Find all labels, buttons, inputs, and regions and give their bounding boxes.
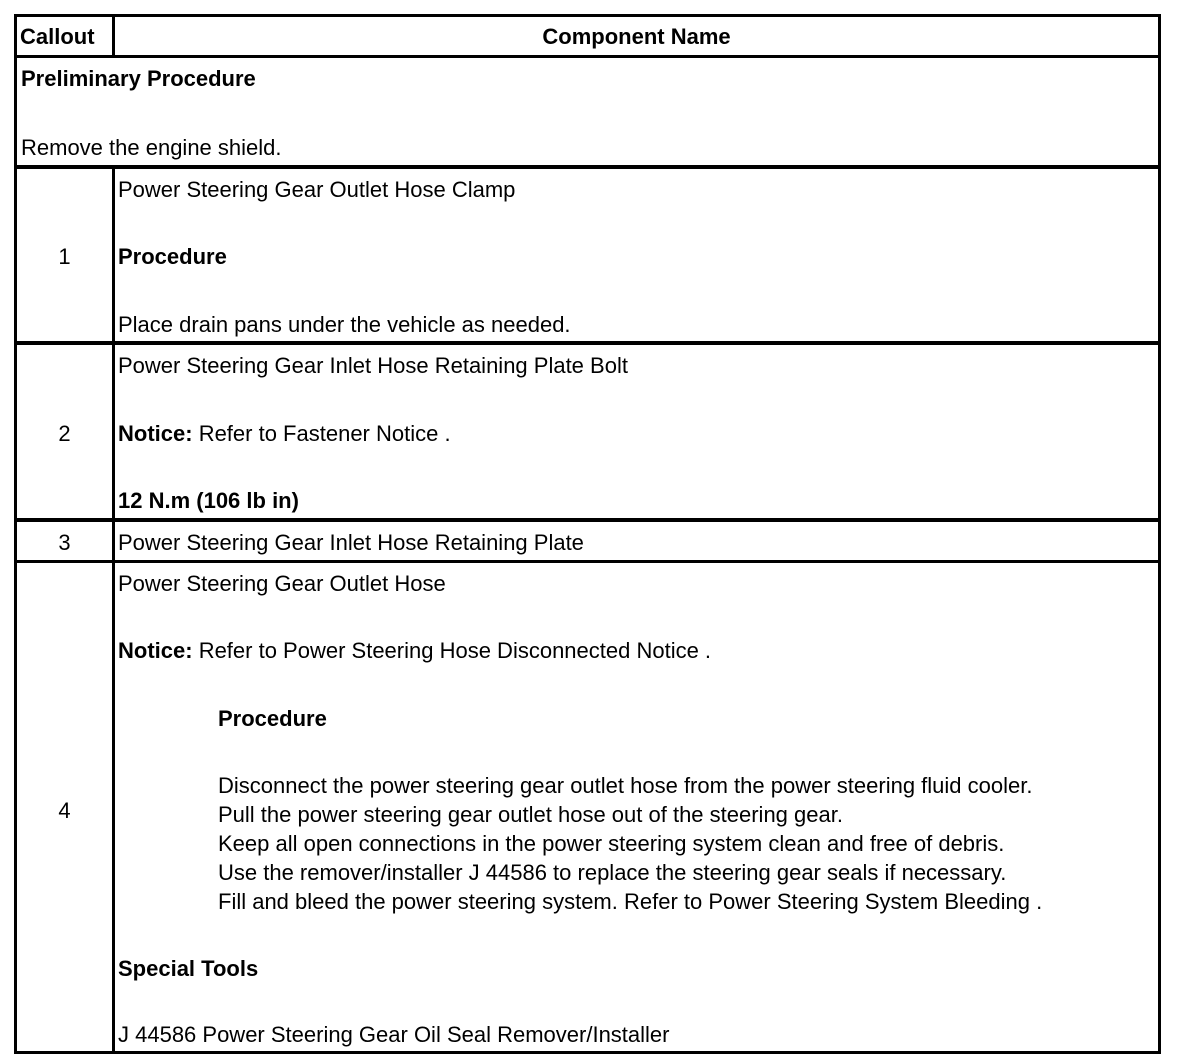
divider-header [17,55,1158,58]
row-4-step: Keep all open connections in the power steering system clean and free of debris. [218,831,1005,856]
callout-1: 1 [58,244,71,269]
row-4-special-tools-label: Special Tools [118,956,259,981]
callout-2: 2 [58,421,71,446]
header-callout: Callout [20,24,95,49]
callout-4: 4 [58,798,71,823]
row-4-procedure-label: Procedure [218,706,327,731]
row-2-notice-label: Notice: [118,421,193,446]
row-4-steps [218,771,1042,916]
row-4-notice-text: Refer to Power Steering Hose Disconnected Notice . [198,638,712,663]
callout-3: 3 [58,530,71,555]
row-1-name: Power Steering Gear Outlet Hose Clamp [118,177,516,202]
row-4-step: Disconnect the power steering gear outlet hose from the power steering fluid cooler. [218,773,1033,798]
divider-preliminary [17,165,1158,169]
row-1-procedure-text: Place drain pans under the vehicle as needed. [118,312,571,337]
divider-row-3 [17,560,1158,563]
divider-row-1 [17,341,1158,345]
divider-row-2 [17,518,1158,522]
rows-column-divider [112,167,115,1051]
preliminary-title: Preliminary Procedure [21,66,256,91]
row-3-name: Power Steering Gear Inlet Hose Retaining Plate [118,530,584,555]
row-4-step: Fill and bleed the power steering system. Refer to Power Steering System Bleeding . [218,889,1043,914]
row-4-step: Use the remover/installer J 44586 to replace the steering gear seals if necessary. [218,860,1007,885]
row-2-notice-text: Refer to Fastener Notice . [198,421,451,446]
row-2-torque: 12 N.m (106 lb in) [118,488,299,513]
row-1-procedure-label: Procedure [118,244,227,269]
row-2-notice [118,421,451,447]
row-4-special-tools-text: J 44586 Power Steering Gear Oil Seal Remover/Installer [118,1022,670,1047]
row-4-step: Pull the power steering gear outlet hose out of the steering gear. [218,802,843,827]
header-component-name: Component Name [542,24,731,49]
preliminary-text: Remove the engine shield. [21,135,282,160]
row-4-notice-label: Notice: [118,638,193,663]
component-table [14,14,1161,1054]
row-4-name: Power Steering Gear Outlet Hose [118,571,446,596]
row-4-notice [118,638,711,664]
row-2-name: Power Steering Gear Inlet Hose Retaining Plate Bolt [118,353,628,378]
